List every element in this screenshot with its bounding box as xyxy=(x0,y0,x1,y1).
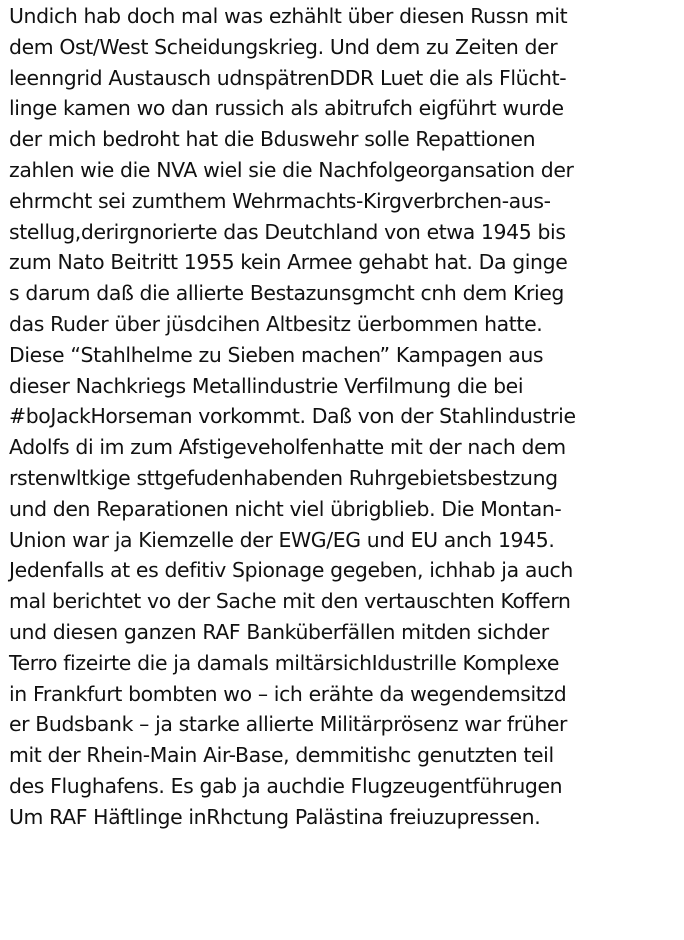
text-line-5: der mich bedroht hat die Bduswehr solle Repattionen xyxy=(9,127,536,152)
text-line-3: leenngrid Austausch udnspätrenDDR Luet die als Flücht- xyxy=(9,65,567,90)
text-line-12: Diese “Stahlhelme zu Sieben machen” Kampagen aus xyxy=(9,342,544,367)
text-line-27: Um RAF Häftlinge inRhctung Palästina freiuzupressen. xyxy=(9,804,541,829)
text-line-22: Terro fizeirte die ja damals miltärsichIdustrille Komplexe xyxy=(9,650,560,675)
text-line-21: und diesen ganzen RAF Banküberfällen mitden sichder xyxy=(9,619,549,644)
text-line-4: linge kamen wo dan russich als abitrufch eigführt wurde xyxy=(9,96,564,121)
text-line-7: ehrmcht sei zumthem Wehrmachts-Kirgverbrchen-aus- xyxy=(9,188,551,213)
text-line-20: mal berichtet vo der Sache mit den vertauschten Koffern xyxy=(9,589,571,614)
text-line-13: dieser Nachkriegs Metallindustrie Verfilmung die bei xyxy=(9,373,524,398)
text-line-25: mit der Rhein-Main Air-Base, demmitishc genutzten teil xyxy=(9,743,554,768)
text-line-24: er Budsbank – ja starke allierte Militärprösenz war früher xyxy=(9,712,568,737)
text-line-23: in Frankfurt bombten wo – ich erähte da wegendemsitzd xyxy=(9,681,567,706)
text-line-10: s darum daß die allierte Bestazunsgmcht cnh dem Krieg xyxy=(9,281,565,306)
text-line-17: und den Reparationen nicht viel übrigblieb. Die Montan- xyxy=(9,496,562,521)
text-line-2: dem Ost/West Scheidungskrieg. Und dem zu Zeiten der xyxy=(9,34,558,59)
text-line-1: Undich hab doch mal was ezhählt über diesen Russn mit xyxy=(9,4,568,28)
text-line-18: Union war ja Kiemzelle der EWG/EG und EU anch 1945. xyxy=(9,527,555,552)
document-text-block xyxy=(9,1,681,833)
text-line-14: #boJackHorseman vorkommt. Daß von der Stahlindustrie xyxy=(9,404,576,429)
text-line-6: zahlen wie die NVA wiel sie die Nachfolgeorgansation der xyxy=(9,157,574,182)
text-line-16: rstenwltkige sttgefudenhabenden Ruhrgebietsbestzung xyxy=(9,465,558,490)
text-line-19: Jedenfalls at es defitiv Spionage gegeben, ichhab ja auch xyxy=(9,558,573,583)
text-line-26: des Flughafens. Es gab ja auchdie Flugzeugentführugen xyxy=(9,773,563,798)
text-line-15: Adolfs di im zum Afstigeveholfenhatte mit der nach dem xyxy=(9,435,566,460)
text-line-8: stellug,derirgnorierte das Deutchland von etwa 1945 bis xyxy=(9,219,566,244)
text-line-11: das Ruder über jüsdcihen Altbesitz üerbommen hatte. xyxy=(9,311,543,336)
text-line-9: zum Nato Beitritt 1955 kein Armee gehabt hat. Da ginge xyxy=(9,250,568,275)
